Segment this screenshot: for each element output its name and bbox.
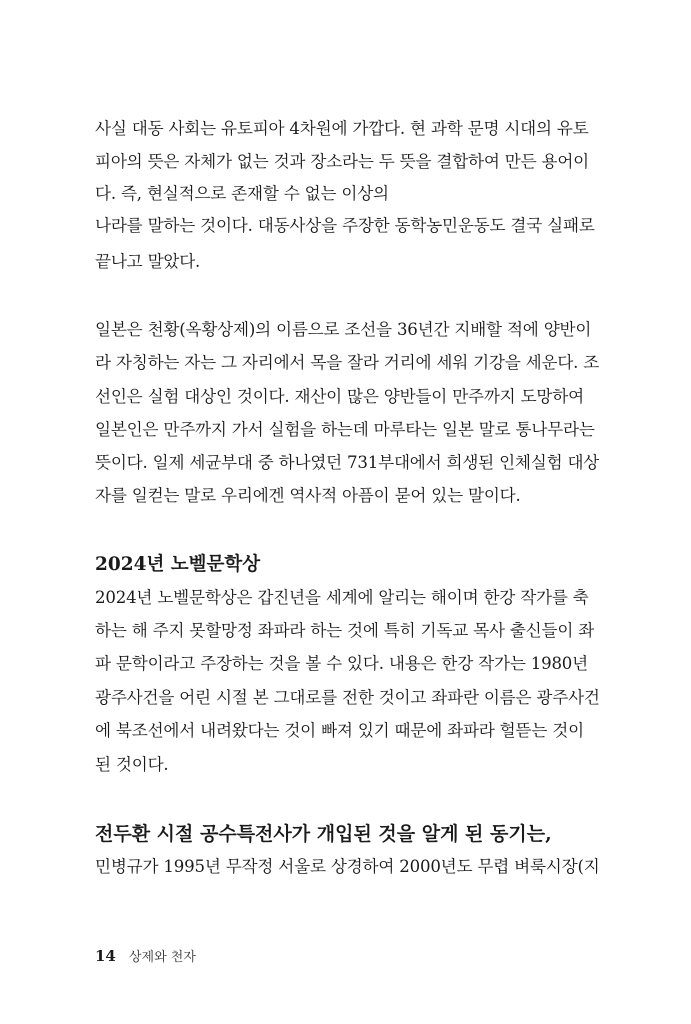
text-line: 2024년 노벨문학상은 갑진년을 세계에 알리는 해이며 한강 작가를 축 bbox=[95, 588, 589, 607]
text-line: 광주사건을 어린 시절 본 그대로를 전한 것이고 좌파란 이름은 광주사건 bbox=[95, 688, 600, 707]
text-line: 사실 대동 사회는 유토피아 4차원에 가깝다. 현 과학 문명 시대의 유토 bbox=[95, 119, 589, 138]
text-line: 일본은 천황(옥황상제)의 이름으로 조선을 36년간 지배할 적에 양반이 bbox=[95, 320, 592, 339]
text-line: 나라를 말하는 것이다. 대동사상을 주장한 동학농민운동도 결국 실패로 bbox=[95, 216, 595, 235]
text-line: 된 것이다. bbox=[95, 755, 169, 774]
text-line: 뜻이다. 일제 세균부대 중 하나였던 731부대에서 희생된 인체실험 대상 bbox=[95, 453, 600, 472]
text-line: 파 문학이라고 주장하는 것을 볼 수 있다. 내용은 한강 작가는 1980년 bbox=[95, 654, 588, 673]
section-heading: 전두환 시절 공수특전사가 개입된 것을 알게 된 동기는, bbox=[95, 823, 552, 845]
text-line: 에 북조선에서 내려왔다는 것이 빠져 있기 때문에 좌파라 헐뜯는 것이 bbox=[95, 721, 584, 740]
text-line: 끝나고 말았다. bbox=[95, 252, 201, 271]
page-number: 14 bbox=[95, 947, 116, 965]
book-title: 상제와 천자 bbox=[128, 950, 196, 965]
section-heading: 2024년 노벨문학상 bbox=[95, 554, 261, 575]
text-line: 민병규가 1995년 무작정 서울로 상경하여 2000년도 무렵 벼룩시장(지 bbox=[95, 857, 600, 876]
text-line: 일본인은 만주까지 가서 실험을 하는데 마루타는 일본 말로 통나무라는 bbox=[95, 420, 595, 439]
text-line: 선인은 실험 대상인 것이다. 재산이 많은 양반들이 만주까지 도망하여 bbox=[95, 387, 584, 406]
text-line: 피아의 뜻은 자체가 없는 것과 장소라는 두 뜻을 결합하여 만든 용어이 bbox=[95, 152, 589, 171]
text-line: 다. 즉, 현실적으로 존재할 수 없는 이상의 bbox=[95, 184, 389, 203]
text-line: 자를 일컫는 말로 우리에겐 역사적 아픔이 묻어 있는 말이다. bbox=[95, 486, 521, 505]
text-line: 하는 해 주지 못할망정 좌파라 하는 것에 특히 기독교 목사 출신들이 좌 bbox=[95, 621, 595, 640]
page-footer bbox=[95, 946, 196, 968]
text-line: 라 자칭하는 자는 그 자리에서 목을 잘라 거리에 세워 기강을 세운다. 조 bbox=[95, 353, 600, 372]
